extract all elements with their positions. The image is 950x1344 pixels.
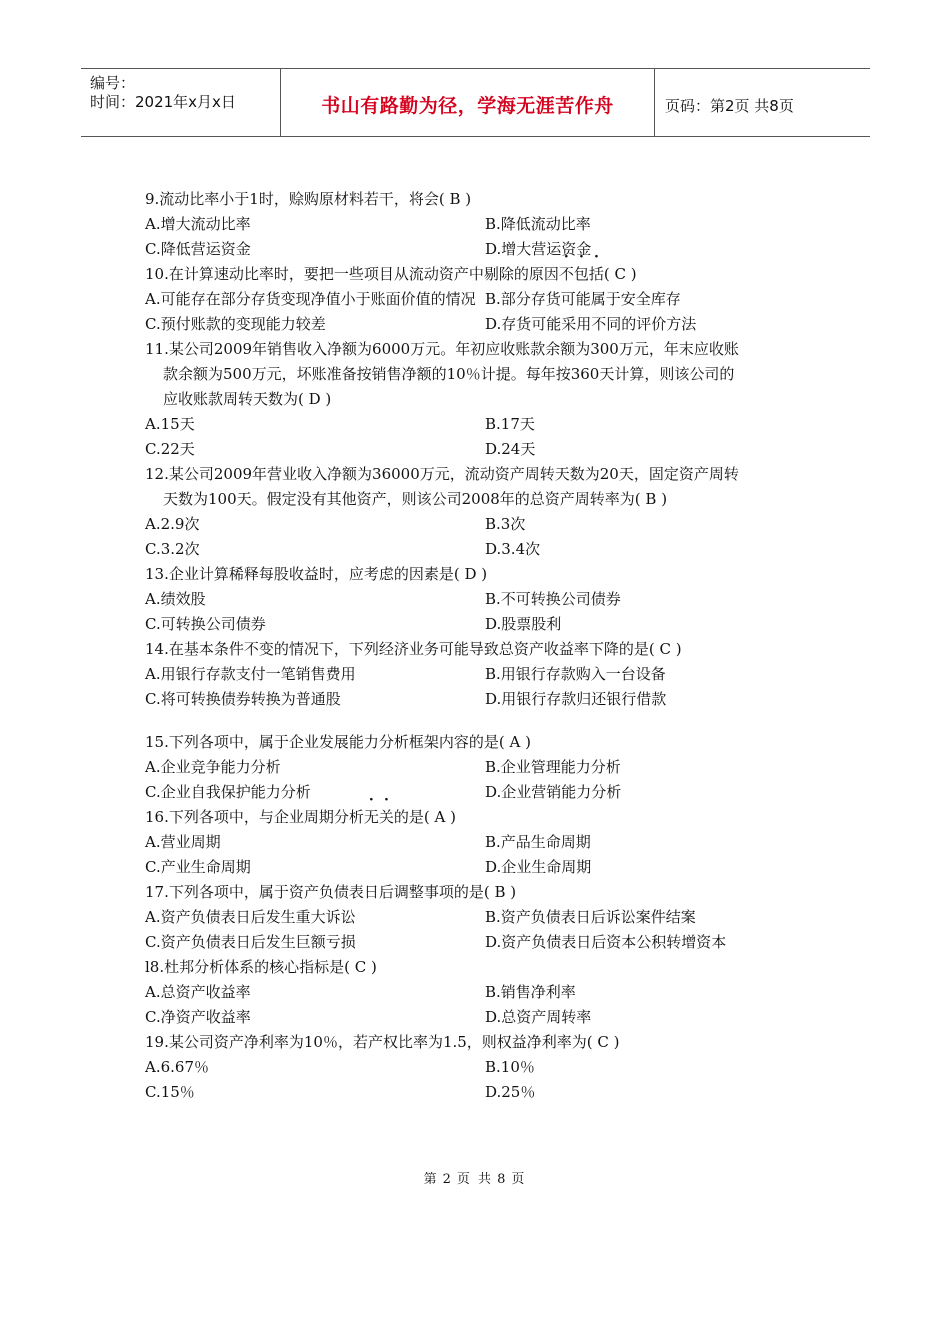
option-row <box>145 512 825 537</box>
answer-option: A.2.9次 <box>145 515 200 533</box>
question-stem: 17.下列各项中，属于资产负债表日后调整事项的是( B ) <box>145 883 517 901</box>
answer-option: C.15％ <box>145 1083 195 1101</box>
answer-option: B.不可转换公司债券 <box>485 590 621 608</box>
answer-option: B.产品生命周期 <box>485 833 591 851</box>
question-stem: 12.某公司2009年营业收入净额为36000万元，流动资产周转天数为20天，固定资产周转 <box>145 465 739 483</box>
answer-option: C.3.2次 <box>145 540 200 558</box>
answer-option: C.净资产收益率 <box>145 1008 251 1026</box>
motto: 书山有路勤为径，学海无涯苦作舟 <box>321 95 614 117</box>
answer-option: A.企业竞争能力分析 <box>145 758 281 776</box>
question-stem: l8.杜邦分析体系的核心指标是( C ) <box>145 958 377 976</box>
question-stem-continued: 款余额为500万元，坏账准备按销售净额的10％计提。每年按360天计算，则该公司的 <box>163 365 735 383</box>
answer-option: A.资产负债表日后发生重大诉讼 <box>145 908 356 926</box>
code-label: 编号： <box>90 74 136 92</box>
option-row <box>145 587 825 612</box>
answer-option: B.资产负债表日后诉讼案件结案 <box>485 908 696 926</box>
option-row <box>145 1005 825 1030</box>
answer-option: D.3.4次 <box>485 540 541 558</box>
answer-option: D.总资产周转率 <box>485 1008 592 1026</box>
option-row <box>145 612 825 637</box>
answer-option: D.25％ <box>485 1083 536 1101</box>
answer-option: D.用银行存款归还银行借款 <box>485 690 667 708</box>
page-label: 页码：第2页 共8页 <box>665 97 794 115</box>
answer-option: A.营业周期 <box>145 833 221 851</box>
option-row <box>145 412 825 437</box>
question-stem-continued: 天数为100天。假定没有其他资产，则该公司2008年的总资产周转率为( B ) <box>163 490 668 508</box>
footer-suffix: 页 <box>511 1172 527 1187</box>
question-list <box>145 187 825 1105</box>
option-row <box>145 830 825 855</box>
emphasis-char: 括 <box>588 265 604 283</box>
page-footer <box>0 1168 950 1187</box>
header-motto-cell <box>281 69 655 136</box>
question-stem: 11.某公司2009年销售收入净额为6000万元。年初应收账款余额为300万元，年末应收账 <box>145 340 739 358</box>
answer-option: C.可转换公司债券 <box>145 615 266 633</box>
answer-option: C.22天 <box>145 440 195 458</box>
option-row <box>145 780 825 805</box>
question-stem: 10.在计算速动比率时，要把一些项目从流动资产中剔除的原因不包括( C ) <box>145 262 825 287</box>
answer-option: D.企业营销能力分析 <box>485 783 622 801</box>
answer-option: D.增大营运资金 <box>485 240 592 258</box>
option-row <box>145 287 825 312</box>
option-row <box>145 1055 825 1080</box>
option-row <box>145 537 825 562</box>
option-row <box>145 980 825 1005</box>
footer-total-pages: 8 <box>497 1172 508 1187</box>
answer-option: C.产业生命周期 <box>145 858 251 876</box>
answer-option: D.存货可能采用不同的评价方法 <box>485 315 697 333</box>
answer-option: A.可能存在部分存货变现净值小于账面价值的情况 <box>145 290 476 308</box>
answer-option: A.增大流动比率 <box>145 215 251 233</box>
answer-option: C.资产负债表日后发生巨额亏损 <box>145 933 356 951</box>
answer-option: A.15天 <box>145 415 195 433</box>
question-stem: 9.流动比率小于1时，赊购原材料若干，将会( B ) <box>145 190 472 208</box>
answer-option: C.企业自我保护能力分析 <box>145 783 311 801</box>
answer-option: D.股票股利 <box>485 615 562 633</box>
option-row <box>145 237 825 262</box>
answer-option: B.部分存货可能属于安全库存 <box>485 290 681 308</box>
option-row <box>145 1080 825 1105</box>
answer-option: B.销售净利率 <box>485 983 576 1001</box>
option-row <box>145 905 825 930</box>
answer-option: C.预付账款的变现能力较差 <box>145 315 326 333</box>
answer-option: B.17天 <box>485 415 535 433</box>
emphasis-char: 关 <box>378 808 394 826</box>
option-row <box>145 687 825 712</box>
question-stem-continued: 应收账款周转天数为( D ) <box>163 390 332 408</box>
option-row <box>145 437 825 462</box>
question-stem: 14.在基本条件不变的情况下，下列经济业务可能导致总资产收益率下降的是( C ) <box>145 640 682 658</box>
answer-option: B.3次 <box>485 515 526 533</box>
footer-prefix: 第 <box>423 1172 439 1187</box>
footer-middle: 页 共 <box>456 1172 494 1187</box>
answer-option: C.降低营运资金 <box>145 240 251 258</box>
option-row <box>145 212 825 237</box>
footer-page-number: 2 <box>442 1172 453 1187</box>
document-header <box>81 68 870 137</box>
answer-option: A.6.67％ <box>145 1058 209 1076</box>
option-row <box>145 662 825 687</box>
option-row <box>145 930 825 955</box>
emphasis-char: 无 <box>363 808 379 826</box>
header-meta-cell <box>81 69 281 136</box>
answer-option: A.总资产收益率 <box>145 983 251 1001</box>
answer-option: B.10％ <box>485 1058 535 1076</box>
question-stem: 16.下列各项中，与企业周期分析无关的是( A ) <box>145 805 825 830</box>
answer-option: B.企业管理能力分析 <box>485 758 621 776</box>
answer-option: D.24天 <box>485 440 536 458</box>
option-row <box>145 855 825 880</box>
header-page-cell <box>655 69 870 136</box>
answer-option: A.用银行存款支付一笔销售费用 <box>145 665 356 683</box>
answer-option: D.企业生命周期 <box>485 858 592 876</box>
answer-option: B.用银行存款购入一台设备 <box>485 665 666 683</box>
date-label: 时间：2021年x月x日 <box>90 93 236 111</box>
option-row <box>145 312 825 337</box>
answer-option: B.降低流动比率 <box>485 215 591 233</box>
question-stem: 19.某公司资产净利率为10％，若产权比率为1.5，则权益净利率为( C ) <box>145 1033 620 1051</box>
question-stem: 15.下列各项中，属于企业发展能力分析框架内容的是( A ) <box>145 733 531 751</box>
emphasis-char: 不 <box>558 265 574 283</box>
answer-option: D.资产负债表日后资本公积转增资本 <box>485 933 727 951</box>
option-row <box>145 755 825 780</box>
question-stem: 13.企业计算稀释每股收益时，应考虑的因素是( D ) <box>145 565 488 583</box>
answer-option: A.绩效股 <box>145 590 206 608</box>
emphasis-char: 包 <box>573 265 589 283</box>
answer-option: C.将可转换债券转换为普通股 <box>145 690 341 708</box>
